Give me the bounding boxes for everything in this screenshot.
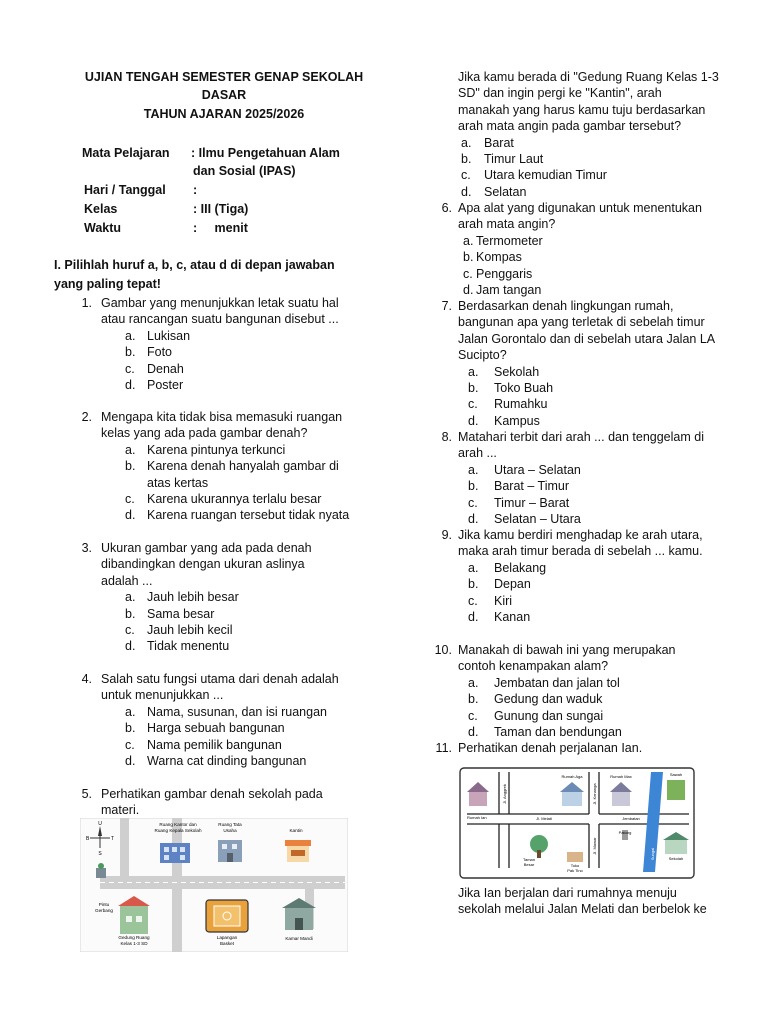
option-letter: a. — [468, 560, 479, 575]
option-text: Jauh lebih besar — [147, 590, 239, 605]
question-text: sekolah melalui Jalan Melati dan berbelok ke — [458, 902, 707, 917]
option-text: Karena ruangan tersebut tidak nyata — [147, 508, 350, 523]
label-sungai: Sungai — [650, 847, 655, 861]
label-toko-2: Pak Tino — [567, 868, 583, 873]
question-number: 4. — [81, 672, 92, 686]
compass-n: U — [98, 821, 102, 827]
option-letter: a. — [468, 675, 479, 690]
option-text: Karena ukurannya terlalu besar — [147, 492, 322, 506]
option-letter: b. — [468, 479, 479, 494]
question-text: Mengapa kita tidak bisa memasuki ruangan — [101, 410, 343, 424]
question-text: bangunan apa yang terletak di sebelah timur — [458, 315, 705, 330]
label-toko: Toko — [570, 863, 580, 868]
label-kantor: Ruang Kantor dan — [159, 822, 197, 827]
class-value: : III (Tiga) — [193, 202, 249, 216]
label-taman: Taman — [522, 857, 536, 862]
question-text: Matahari terbit dari arah ... dan tenggelam di — [458, 430, 704, 444]
day-value: : — [193, 183, 198, 197]
option-letter: b. — [125, 345, 136, 360]
question-number: 6. — [441, 201, 452, 215]
label-rumah-max: Rumah Max — [610, 774, 632, 779]
option-text: Taman dan bendungan — [494, 725, 622, 739]
question-text: maka arah timur berada di sebelah ... kamu. — [458, 544, 703, 559]
admin-building-icon — [218, 840, 242, 862]
question-number: 2. — [81, 410, 92, 424]
option-text: Poster — [147, 378, 184, 392]
option-letter: c. — [125, 737, 135, 752]
option-text: Jauh lebih kecil — [147, 623, 233, 637]
option-letter: d. — [125, 754, 136, 768]
option-letter: b. — [125, 721, 136, 736]
option-text: Jembatan dan jalan tol — [494, 675, 620, 690]
time-label: Waktu — [84, 221, 122, 235]
label-gerbang: Gerbang — [95, 908, 113, 913]
question-text: untuk menunjukkan ... — [101, 688, 224, 703]
subject-label: Mata Pelajaran — [82, 146, 170, 160]
label-lapangan: Lapangan — [216, 935, 238, 940]
question-text: Jika Ian berjalan dari rumahnya menuju — [458, 886, 677, 900]
question-text: arah mata angin? — [458, 217, 556, 232]
time-value: : menit — [193, 221, 248, 235]
option-letter: c. — [125, 361, 135, 376]
option-letter: d. — [468, 725, 479, 739]
question-text: Ukuran gambar yang ada pada denah — [101, 541, 312, 555]
question-text: Berdasarkan denah lingkungan rumah, — [458, 299, 674, 313]
option-text: Barat – Timur — [494, 479, 570, 494]
option-letter: d. — [125, 639, 136, 654]
option-text: Utara – Selatan — [494, 462, 581, 477]
option-text: Gedung dan waduk — [494, 692, 603, 707]
question-number: 11. — [435, 741, 452, 755]
question-text: Perhatikan gambar denah sekolah pada — [101, 787, 323, 801]
option-letter: a. — [125, 590, 136, 605]
label-sawah: Sawah — [669, 772, 683, 777]
compass-s: S — [98, 851, 102, 857]
route-map — [459, 764, 697, 880]
option-text: Sekolah — [494, 364, 540, 379]
question-text: contoh kenampakan alam? — [458, 659, 609, 674]
option-letter: a. — [125, 704, 136, 719]
option-letter: c. — [468, 593, 478, 608]
question-text: Sucipto? — [458, 348, 507, 363]
option-letter: a. — [468, 364, 479, 379]
option-text: Selatan – Utara — [494, 512, 581, 526]
option-letter: d. — [125, 378, 136, 392]
label-tata-usaha: Ruang Tata — [218, 822, 242, 827]
option-letter: d. — [468, 512, 479, 526]
question-text: Jika kamu berada di "Gedung Ruang Kelas 1-3 — [458, 70, 719, 84]
option-letter: d. — [468, 413, 479, 428]
option-text: Termometer — [476, 233, 543, 248]
label-rumah-aga: Rumah Aga — [561, 774, 583, 779]
section-instruction-1: I. Pilihlah huruf a, b, c, atau d di depan jawaban — [54, 258, 335, 272]
label-kantor-2: Ruang Kepala Sekolah — [154, 828, 202, 833]
option-text: Nama, susunan, dan isi ruangan — [147, 704, 327, 719]
option-text: Kampus — [494, 413, 540, 428]
label-lapangan-2: Basket — [219, 941, 235, 946]
option-text: Selatan — [484, 184, 527, 199]
option-text: Rumahku — [494, 397, 548, 412]
option-letter: d. — [463, 283, 474, 297]
option-text: Kanan — [494, 610, 531, 624]
compass-e: T — [111, 836, 115, 842]
label-kantin: Kantin — [289, 828, 303, 833]
question-text: Apa alat yang digunakan untuk menentukan — [458, 201, 702, 215]
label-sekolah: Sekolah — [668, 856, 684, 861]
header-line-3: TAHUN AJARAN 2025/2026 — [143, 107, 305, 121]
question-text: SD" dan ingin pergi ke "Kantin", arah — [458, 86, 662, 101]
option-letter: b. — [125, 459, 136, 474]
option-text: atas kertas — [147, 475, 209, 490]
office-building-icon — [160, 843, 190, 863]
option-text: Karena denah hanyalah gambar di — [147, 459, 339, 474]
question-text: Salah satu fungsi utama dari denah adalah — [101, 672, 339, 686]
option-letter: b. — [125, 606, 136, 621]
road-vertical-left — [172, 818, 182, 952]
option-text: Lukisan — [147, 328, 191, 343]
question-text: arah ... — [458, 446, 497, 461]
question-number: 10. — [434, 643, 452, 657]
question-text: adalah ... — [101, 573, 153, 588]
option-letter: d. — [125, 508, 136, 523]
question-number: 7. — [441, 299, 452, 313]
question-text: atau rancangan suatu bangunan disebut ... — [101, 312, 339, 327]
option-letter: c. — [468, 495, 478, 510]
shop-icon — [567, 852, 583, 862]
option-text: Kompas — [476, 250, 522, 265]
option-text: Denah — [147, 361, 184, 376]
option-letter: a. — [125, 442, 136, 457]
question-text: dibandingkan dengan ukuran aslinya — [101, 557, 305, 572]
question-text: Jalan Gorontalo dan di sebelah utara Jalan LA — [458, 331, 716, 346]
option-letter: c. — [461, 168, 471, 183]
option-text: Gunung dan sungai — [494, 708, 604, 723]
rice-field-icon — [667, 780, 685, 800]
question-text: Perhatikan denah perjalanan Ian. — [458, 741, 643, 755]
option-text: Utara kemudian Timur — [484, 168, 607, 183]
label-taman-2: Besar — [523, 862, 535, 867]
option-text: Toko Buah — [494, 381, 554, 395]
option-letter: c. — [468, 397, 478, 412]
label-jl-mawar: Jl. Mawar — [592, 837, 597, 855]
option-text: Kiri — [494, 593, 513, 608]
header-line-2: DASAR — [201, 88, 247, 102]
option-text: Tidak menentu — [147, 639, 230, 654]
option-letter: b. — [468, 577, 479, 592]
label-jembatan: Jembatan — [622, 816, 640, 821]
option-letter: d. — [461, 184, 472, 199]
subject-value-cont: dan Sosial (IPAS) — [193, 164, 296, 178]
question-text: materi. — [101, 803, 140, 818]
option-letter: a. — [125, 328, 136, 343]
question-text: Manakah di bawah ini yang merupakan — [458, 643, 676, 657]
label-kamar-mandi: Kamar Mandi — [285, 936, 313, 941]
question-number: 3. — [81, 541, 92, 555]
option-text: Timur Laut — [484, 152, 544, 166]
option-text: Sama besar — [147, 606, 215, 621]
compass-w: B — [86, 836, 90, 842]
option-text: Depan — [494, 577, 531, 592]
option-letter: c. — [125, 492, 135, 506]
option-letter: b. — [468, 692, 479, 707]
school-map — [80, 818, 348, 952]
option-text: Penggaris — [476, 266, 533, 281]
option-text: Barat — [484, 135, 514, 150]
question-number: 8. — [441, 430, 452, 444]
label-jl-anggrek: Jl. Anggrek — [502, 784, 507, 804]
question-number: 5. — [81, 787, 92, 801]
label-jl-kenanga: Jl. Kenanga — [592, 783, 597, 805]
label-jl-melati: Jl. Melati — [536, 816, 552, 821]
question-text: Gambar yang menunjukkan letak suatu hal — [101, 296, 339, 310]
question-text: kelas yang ada pada gambar denah? — [101, 426, 308, 441]
label-gedung-2: Kelas 1-3 SD — [120, 941, 148, 946]
option-text: Warna cat dinding bangunan — [147, 754, 307, 768]
option-text: Foto — [147, 345, 173, 360]
label-pintu: Pintu — [98, 902, 110, 907]
option-letter: c. — [463, 266, 473, 281]
option-letter: a. — [463, 233, 474, 248]
section-instruction-2: yang paling tepat! — [54, 277, 161, 291]
option-letter: a. — [461, 135, 472, 150]
option-text: Harga sebuah bangunan — [147, 721, 285, 736]
question-text: arah mata angin pada gambar tersebut? — [458, 119, 682, 134]
option-letter: d. — [468, 610, 479, 624]
option-text: Karena pintunya terkunci — [147, 442, 286, 457]
option-letter: c. — [468, 708, 478, 723]
road-vertical-gate — [120, 818, 129, 878]
header-line-1: UJIAN TENGAH SEMESTER GENAP SEKOLAH — [84, 70, 364, 84]
label-gedung: Gedung Ruang — [118, 935, 150, 940]
question-number: 1. — [81, 296, 92, 310]
subject-value: : Ilmu Pengetahuan Alam — [191, 146, 340, 160]
option-letter: c. — [125, 623, 135, 637]
canteen-icon — [285, 840, 311, 862]
class-label: Kelas — [84, 202, 118, 216]
question-text: manakah yang harus kamu tuju berdasarkan — [458, 102, 706, 117]
label-rumah-ian: Rumah Ian — [467, 815, 487, 820]
question-text: Jika kamu berdiri menghadap ke arah utara, — [458, 528, 703, 542]
label-patung: Patung — [618, 830, 632, 835]
option-letter: b. — [468, 381, 479, 395]
option-text: Jam tangan — [476, 283, 542, 297]
option-text: Belakang — [494, 560, 547, 575]
option-letter: b. — [461, 152, 472, 166]
option-text: Nama pemilik bangunan — [147, 737, 282, 752]
option-text: Timur – Barat — [494, 495, 570, 510]
question-number: 9. — [441, 528, 452, 542]
basketball-court-icon — [206, 900, 248, 932]
option-letter: b. — [463, 250, 474, 265]
label-tata-usaha-2: Usaha — [223, 828, 237, 833]
option-letter: a. — [468, 462, 479, 477]
day-label: Hari / Tanggal — [84, 183, 166, 197]
